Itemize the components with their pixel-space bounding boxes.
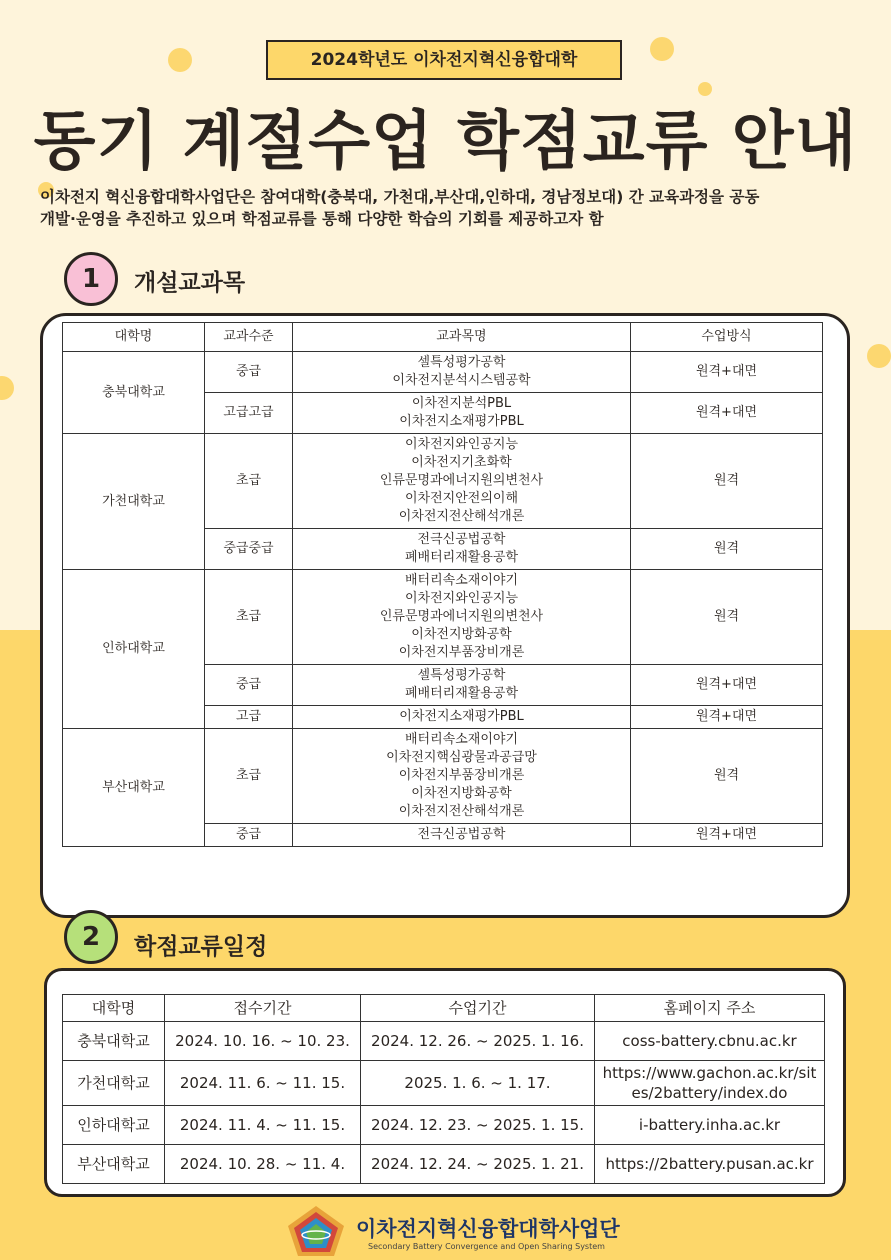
course-list [293, 729, 631, 824]
course-name: 폐배터리재활용공학 [404, 686, 519, 701]
class-method: 원격 [631, 729, 823, 824]
section1-title: 개설교과목 [134, 270, 246, 296]
homepage-link[interactable]: i-battery.inha.ac.kr [595, 1106, 825, 1145]
course-name: 셀특성평가공학 [417, 355, 506, 370]
course-list [293, 393, 631, 434]
university-name: 부산대학교 [63, 1145, 165, 1184]
course-name: 배터리속소재이야기 [404, 732, 519, 747]
table-row [63, 1061, 825, 1106]
homepage-link[interactable]: https://www.gachon.ac.kr/sites/2battery/index.do [595, 1061, 825, 1106]
table-header: 수업기간 [361, 995, 595, 1022]
course-list [293, 570, 631, 665]
class-method: 원격 [631, 529, 823, 570]
org-subtitle: Secondary Battery Convergence and Open Sharing System [368, 1242, 605, 1251]
class-period: 2025. 1. 6. ~ 1. 17. [361, 1061, 595, 1106]
university-name: 가천대학교 [63, 434, 205, 570]
course-name: 이차전지분석시스템공학 [392, 373, 531, 388]
logo-icon [286, 1204, 346, 1258]
class-period: 2024. 12. 23. ~ 2025. 1. 15. [361, 1106, 595, 1145]
table-header: 교과수준 [205, 323, 293, 352]
table-header: 홈페이지 주소 [595, 995, 825, 1022]
table-header: 접수기간 [165, 995, 361, 1022]
course-name: 이차전지부품장비개론 [398, 768, 525, 783]
university-name: 충북대학교 [63, 352, 205, 434]
course-name: 전극신공법공학 [417, 827, 506, 842]
university-name: 인하대학교 [63, 1106, 165, 1145]
org-name: 이차전지혁신융합대학사업단 [356, 1217, 620, 1241]
course-name: 이차전지분석PBL [411, 396, 512, 411]
apply-period: 2024. 11. 6. ~ 11. 15. [165, 1061, 361, 1106]
course-level: 초급 [205, 729, 293, 824]
course-name: 배터리속소재이야기 [404, 573, 519, 588]
class-method: 원격+대면 [631, 665, 823, 706]
courses-body [63, 352, 823, 847]
table-row [63, 570, 823, 665]
apply-period: 2024. 10. 16. ~ 10. 23. [165, 1022, 361, 1061]
course-name: 이차전지방화공학 [411, 627, 512, 642]
course-name: 이차전지소재평가PBL [399, 414, 524, 429]
university-name: 충북대학교 [63, 1022, 165, 1061]
course-name: 이차전지안전의이해 [404, 491, 519, 506]
course-level: 초급 [205, 570, 293, 665]
course-name: 이차전지소재평가PBL [399, 709, 524, 724]
year-badge: 2024학년도 이차전지혁신융합대학 [266, 40, 622, 80]
course-list [293, 529, 631, 570]
decor-dot [168, 48, 192, 72]
table-row [63, 729, 823, 824]
homepage-link[interactable]: coss-battery.cbnu.ac.kr [595, 1022, 825, 1061]
course-name: 인류문명과에너지원의변천사 [379, 473, 544, 488]
table-row [63, 1106, 825, 1145]
university-name: 인하대학교 [63, 570, 205, 729]
course-list [293, 706, 631, 729]
course-list [293, 824, 631, 847]
class-period: 2024. 12. 26. ~ 2025. 1. 16. [361, 1022, 595, 1061]
course-level: 중급중급 [205, 529, 293, 570]
homepage-link[interactable]: https://2battery.pusan.ac.kr [595, 1145, 825, 1184]
table-header: 교과목명 [293, 323, 631, 352]
course-name: 이차전지전산해석개론 [398, 509, 525, 524]
course-level: 중급 [205, 665, 293, 706]
table-header: 수업방식 [631, 323, 823, 352]
class-method: 원격 [631, 570, 823, 665]
class-method: 원격+대면 [631, 706, 823, 729]
course-level: 중급 [205, 824, 293, 847]
course-name: 인류문명과에너지원의변천사 [379, 609, 544, 624]
course-level: 중급 [205, 352, 293, 393]
class-method: 원격+대면 [631, 393, 823, 434]
course-name: 이차전지와인공지능 [404, 437, 519, 452]
decor-dot [867, 344, 891, 368]
class-method: 원격+대면 [631, 352, 823, 393]
intro-text [40, 186, 860, 230]
course-name: 이차전지핵심광물과공급망 [386, 750, 537, 765]
course-level: 고급고급 [205, 393, 293, 434]
table-header-row [63, 323, 823, 352]
course-name: 이차전지기초화학 [411, 455, 512, 470]
course-list [293, 665, 631, 706]
page-title: 동기 계절수업 학점교류 안내 [33, 105, 858, 179]
class-method: 원격+대면 [631, 824, 823, 847]
schedule-body [63, 1022, 825, 1184]
intro-line: 이차전지 혁신융합대학사업단은 참여대학(충북대, 가천대,부산대,인하대, 경남정보대) 간 교육과정을 공동 [40, 188, 760, 206]
section2-title: 학점교류일정 [134, 934, 268, 960]
course-name: 이차전지와인공지능 [404, 591, 519, 606]
course-name: 셀특성평가공학 [417, 668, 506, 683]
decor-dot [650, 37, 674, 61]
course-name: 폐배터리재활용공학 [404, 550, 519, 565]
course-name: 이차전지방화공학 [411, 786, 512, 801]
course-list [293, 352, 631, 393]
course-level: 고급 [205, 706, 293, 729]
section1-number: 1 [64, 252, 118, 306]
course-name: 이차전지부품장비개론 [398, 645, 525, 660]
table-header: 대학명 [63, 995, 165, 1022]
course-name: 이차전지전산해석개론 [398, 804, 525, 819]
course-name: 전극신공법공학 [417, 532, 506, 547]
courses-table [62, 322, 823, 847]
table-row [63, 1022, 825, 1061]
course-level: 초급 [205, 434, 293, 529]
table-row [63, 352, 823, 393]
university-name: 부산대학교 [63, 729, 205, 847]
table-row [63, 434, 823, 529]
university-name: 가천대학교 [63, 1061, 165, 1106]
schedule-table [62, 994, 825, 1184]
class-method: 원격 [631, 434, 823, 529]
course-list [293, 434, 631, 529]
table-header-row [63, 995, 825, 1022]
class-period: 2024. 12. 24. ~ 2025. 1. 21. [361, 1145, 595, 1184]
table-row [63, 1145, 825, 1184]
decor-dot [0, 376, 14, 400]
section2-number: 2 [64, 910, 118, 964]
table-header: 대학명 [63, 323, 205, 352]
apply-period: 2024. 10. 28. ~ 11. 4. [165, 1145, 361, 1184]
intro-line: 개발·운영을 추진하고 있으며 학점교류를 통해 다양한 학습의 기회를 제공하고자 함 [40, 210, 604, 228]
apply-period: 2024. 11. 4. ~ 11. 15. [165, 1106, 361, 1145]
